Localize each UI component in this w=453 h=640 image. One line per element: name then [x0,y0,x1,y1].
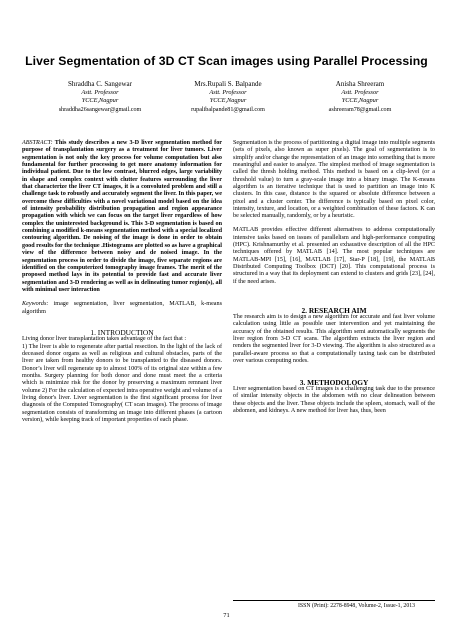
paper-title: Liver Segmentation of 3D CT Scan images using Parallel Processing [25,54,428,68]
matlab-paragraph: MATLAB provides effective different alternatives to address computationally intensive tasks based on issues of parallelism and high-performance computing (HPC). Krishnamurthy et al. presented an exhaustive description of all the HPC techniques offered by MATLAB [14]. The most popular techniques are MATLAB-MPI [15], [16], MATLAB [17], Star-P [18], [19], the MATLAB Distributed Computing Toolbox (DCT) [20]. This computational process is structured in a way that its deployment can extend to clusters and grids [23], [24], if the need arises. [233,227,435,285]
keywords-text: image segmentation, liver segmentation, MATLAB, k-means algorithm [22,301,222,315]
author-title: Astt. Professor [81,88,119,96]
author-3 [290,80,430,114]
footer-issn: ISSN (Print): 2278-8948, Volume-2, Issue-1, 2013 [298,603,416,609]
author-affiliation: YCCE,Nagpur [341,97,379,105]
author-title: Astt. Professor [209,88,247,96]
author-affiliation: YCCE,Nagpur [209,97,247,105]
keywords-label: Keywords: [22,301,49,308]
methodology-paragraph: Liver segmentation based on CT images is a challenging task due to the presence of similar intensity objects in the abdomen with no clear delineation between these objects and the liver. These objects include the spleen, stomach, wall of the abdomen, and kidneys. A new method for liver has, thus, been [233,386,435,415]
section-heading-research-aim: 2. RESEARCH AIM [301,305,367,315]
author-name: Mrs.Rupali S. Balpande [194,80,262,88]
author-email: rupalibalpande81@gmail.com [191,106,265,113]
abstract [22,140,222,294]
intro-paragraph-1: Living donor liver transplantation takes advantage of the fact that : [22,336,187,343]
author-name: Shraddha C. Sangewar [68,80,132,88]
research-aim-paragraph: The research aim is to design a new algorithm for accurate and fast liver volume calculation using little as possible user intervention and yet maintaining the accuracy of the obtained results. This algorithm semi automatically segments the liver region from 3-D CT scans. The algorithm extracts the liver region and renders the segmented liver for 3-D viewing. The algorithm is also structured as a parallel-aware process so that a computationally taxing task can be distributed over various computing nodes. [233,313,435,364]
section-heading-methodology: 3. METHODOLOGY [299,377,369,387]
author-email: ashreeram78@gmail.com [328,106,392,113]
author-block [0,80,453,120]
author-affiliation: YCCE,Nagpur [81,97,119,105]
author-name: Anisha Shreeram [335,80,385,88]
segmentation-paragraph: Segmentation is the process of partitioning a digital image into multiple segments (sets of pixels, also known as super pixels). The goal of segmentation is to simplify and/or change the representation of an image into something that is more meaningful and easier to analyze. The simplest method of image segmentation is called the thresh holding method. This method is based on a clip-level (or a threshold value) to turn a gray-scale image into a binary image. The K-means algorithm is an iterative technique that is used to partition an image into K clusters. In this case, distance is the squared or absolute difference between a pixel and a cluster center. The difference is typically based on pixel color, intensity, texture, and location, or a weighted combination of these factors. K can be selected manually, randomly, or by a heuristic. [233,140,435,220]
abstract-text: This study describes a new 3-D liver segmentation method for purpose of transplantation surgery as a treatment for liver tumors. Liver segmentation is not only the key process for volume computation but also fundamental for further processing to get more anatomy information for individual patient. Due to the low contrast, blurred edges, large variability in shape and complex context with clutter features surrounding the liver that characterize the liver CT images, it is a convoluted problem and still a challenge task to robustly and accurately segment the liver. In this paper, we overcome these difficulties with a novel variational model based on the idea of intensity probability distribution propagation and region appearance propagation with which we can focus on the target liver regardless of how complex the uninterested background is. This 3-D segmentation is based on combining a modified k-means segmentation method with a special localized contouring algorithm. De noising of the image is done in order to obtain good results for the technique .Histograms are plotted so as have a graphical view of the difference between noisy and de noised image. In the segmentation process in order to divide the image, five separate regions are identified on the computerized tomography image frames. The merit of the proposed method lays in its potential to provide fast and accurate liver segmentation and 3-D rendering as well as in delineating tumor region(s), all with minimal user interaction [22,140,222,293]
abstract-label: ABSTRACT: [22,140,53,146]
page-number: 71 [223,612,230,619]
author-email: shraddha26sangewar@gmail.com [58,106,142,113]
intro-paragraph-2: 1) The liver is able to regenerate after partial resection. In the light of the lack of deceased donor organs as well as religious and cultural obstacles, parts of the liver are taken from healthy donors to be transplanted to the diseased donors. Donor’s liver will regenerate up to almost 100% of its original size within a few months. Surgery planning for both donor and done must meet the a criteria which is minimize risk for the donor by preserving a maximum remnant liver volume 2) For the calculation of expected intra operative weight and volume of a living donor's liver. Liver segmentation is the first significant process for liver diagnosis of the Computed Tomography( CT scan images). The process of image segmentation consists of transforming an image into different phases (a cartoon version), while keeping track of important properties of each phase. [22,343,222,424]
footer-rule [233,600,435,601]
keywords [22,301,222,316]
author-1 [30,80,170,114]
right-column [233,140,435,416]
section-heading-introduction: 1. INTRODUCTION [90,327,154,337]
author-title: Astt. Professor [341,88,379,96]
author-2 [158,80,298,114]
left-column [22,140,222,424]
